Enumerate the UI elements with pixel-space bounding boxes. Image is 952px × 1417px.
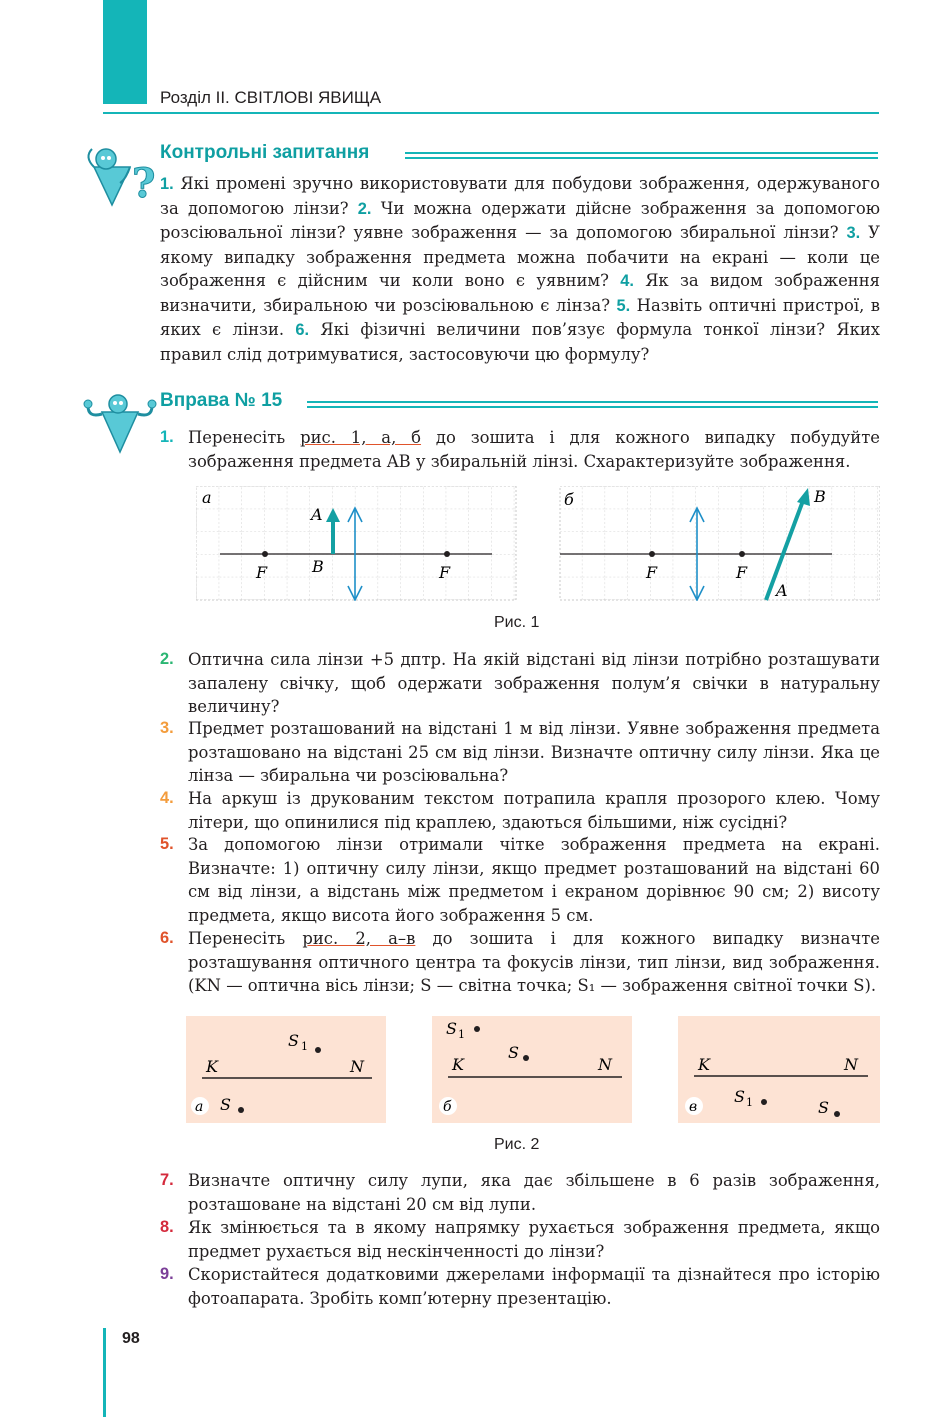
point-a-label: A — [776, 581, 788, 600]
n-label: N — [350, 1057, 364, 1076]
svg-text:?: ? — [132, 160, 156, 207]
title-rule — [307, 401, 878, 408]
s1-label: S — [446, 1019, 457, 1038]
question-number: 1. — [160, 175, 174, 193]
task-number: 3. — [160, 719, 174, 737]
task-8 — [160, 1216, 880, 1263]
question-text: У якому випадку зображення предмета можна побачити на екрані — коли це зображення є дійсним чи коли воно є уявним? — [160, 223, 880, 290]
task-text: Скористайтеся додатковими джерелами інформації та дізнайтеся про історію фотоапарата. Зробіть комп’ютерну презентацію. — [188, 1265, 880, 1308]
figure-reference: рис. 2, а–в — [302, 929, 416, 948]
point-a-label: A — [311, 505, 323, 524]
question-number: 4. — [620, 272, 634, 290]
task-text: Як змінюється та в якому напрямку рухається зображення предмета, якщо предмет рухається від нескінченності до лінзи? — [188, 1218, 880, 1261]
question-number: 2. — [357, 199, 372, 218]
question-number: 5. — [616, 296, 631, 315]
n-label: N — [598, 1055, 612, 1074]
panel-label: а — [202, 488, 212, 507]
section-title: Розділ ІІ. СВІТЛОВІ ЯВИЩА — [160, 88, 382, 107]
figure-2c — [678, 1016, 880, 1123]
point-b-label: B — [312, 557, 324, 576]
figure-1 — [196, 486, 880, 601]
figure-2-caption: Рис. 2 — [494, 1136, 540, 1153]
panel-label: в — [689, 1099, 698, 1115]
task-text: На аркуш із друкованим текстом потрапила крапля прозорого клею. Чому літери, що опинилися під краплею, здаються більшими, ніж сусідні? — [188, 789, 880, 832]
focus-label: F — [646, 563, 658, 582]
task-number: 1. — [160, 428, 174, 446]
task-3 — [160, 717, 880, 788]
question-number: 3. — [846, 224, 861, 242]
task-text: Предмет розташований на відстані 1 м від лінзи. Уявне зображення предмета розташовано на відстані 25 см від лінзи. Визначте оптичну силу лінзи. Яка це лінза — збиральна чи розсіювальна? — [188, 719, 880, 785]
s-label: S — [818, 1098, 829, 1117]
figure-2a — [186, 1016, 386, 1123]
question-text: Як за видом зображення визначити, збиральною чи розсіювальною є лінза? — [160, 271, 880, 315]
focus-label: F — [736, 563, 748, 582]
task-number: 2. — [160, 650, 174, 668]
task-2 — [160, 648, 880, 719]
figure-2 — [186, 1016, 880, 1124]
control-questions-title: Контрольні запитання — [160, 142, 370, 163]
footer-bar — [103, 1328, 106, 1417]
title-rule — [405, 152, 878, 159]
task-number: 4. — [160, 789, 174, 807]
focus-label: F — [439, 563, 451, 582]
task-number: 8. — [160, 1218, 174, 1236]
question-text: Які фізичні величини пов’язує формула тонкої лінзи? Яких правил слід дотримуватися, застосовуючи цю формулу? — [160, 320, 881, 364]
task-5 — [160, 833, 880, 927]
question-number: 6. — [295, 321, 310, 339]
task-7 — [160, 1169, 880, 1216]
k-label: K — [452, 1055, 464, 1074]
thinking-mascot-icon — [80, 145, 158, 213]
task-text: Перенесіть — [188, 929, 303, 948]
task-number: 9. — [160, 1265, 174, 1283]
panel-label: б — [564, 490, 574, 509]
task-number: 5. — [160, 835, 174, 853]
s1-label: S — [288, 1031, 299, 1050]
header-color-tab — [103, 0, 147, 104]
question-text: Чи можна одержати дійсне зображення за допомогою розсіювальної лінзи? уявне зображення — за допомогою збиральної лінзи? — [160, 198, 880, 242]
s-label: S — [220, 1095, 231, 1114]
panel-label: б — [443, 1099, 452, 1115]
exercise-title: Вправа № 15 — [160, 390, 283, 411]
s1-label: S — [734, 1087, 745, 1106]
task-text: до зошита і для кожного випадку побудуйте зображення предмета AB у збиральній лінзі. Схарактеризуйте зображення. — [188, 428, 881, 471]
task-1 — [160, 426, 880, 473]
point-b-label: B — [814, 487, 826, 506]
task-6 — [160, 927, 880, 998]
task-4 — [160, 787, 880, 834]
strong-mascot-icon — [80, 392, 158, 460]
task-text: Перенесіть — [188, 428, 301, 447]
page-number: 98 — [122, 1330, 140, 1347]
k-label: K — [206, 1057, 218, 1076]
control-questions-text — [160, 172, 880, 366]
task-text: Визначте оптичну силу лупи, яка дає збільшене в 6 разів зображення, розташоване на відстані 20 см від лупи. — [188, 1171, 880, 1214]
n-label: N — [844, 1055, 858, 1074]
figure-1b — [560, 486, 880, 600]
focus-label: F — [256, 563, 268, 582]
subscript-1: 1 — [301, 1040, 308, 1053]
question-text: Назвіть оптичні пристрої, в яких є лінзи. — [160, 295, 881, 339]
k-label: K — [698, 1055, 710, 1074]
panel-label: а — [195, 1099, 204, 1115]
task-text: За допомогою лінзи отримали чітке зображення предмета на екрані. Визначте: 1) оптичну силу лінзи, якщо предмет розташований на відстані 60 см від лінзи, а відстань між предметом і екраном дорівнює 90 см; 2) висоту предмета, якщо висота його зображення 5 см. — [188, 835, 880, 925]
figure-2b — [432, 1016, 632, 1123]
figure-1a — [196, 486, 516, 600]
task-number: 7. — [160, 1171, 174, 1189]
figure-reference: рис. 1, а, б — [300, 428, 422, 447]
question-text: Які промені зручно використовувати для побудови зображення, одержуваного за допомогою лінзи? — [160, 174, 880, 218]
task-number: 6. — [160, 929, 174, 947]
task-text: Оптична сила лінзи +5 дптр. На якій відстані від лінзи потрібно розташувати запалену свічку, щоб одержати зображення полум’я свічки в натуральну величину? — [188, 650, 880, 716]
task-text: до зошита і для кожного випадку визначте розташування оптичного центра та фокусів лінзи, тип лінзи, вид зображення. (KN — оптична вісь лінзи; S — світна точка; S₁ — зображення світної точки S). — [188, 929, 880, 995]
subscript-1: 1 — [458, 1028, 465, 1041]
header-rule — [103, 112, 879, 114]
subscript-1: 1 — [746, 1096, 753, 1109]
s-label: S — [508, 1043, 519, 1062]
figure-1-caption: Рис. 1 — [494, 614, 540, 631]
task-9 — [160, 1263, 880, 1310]
